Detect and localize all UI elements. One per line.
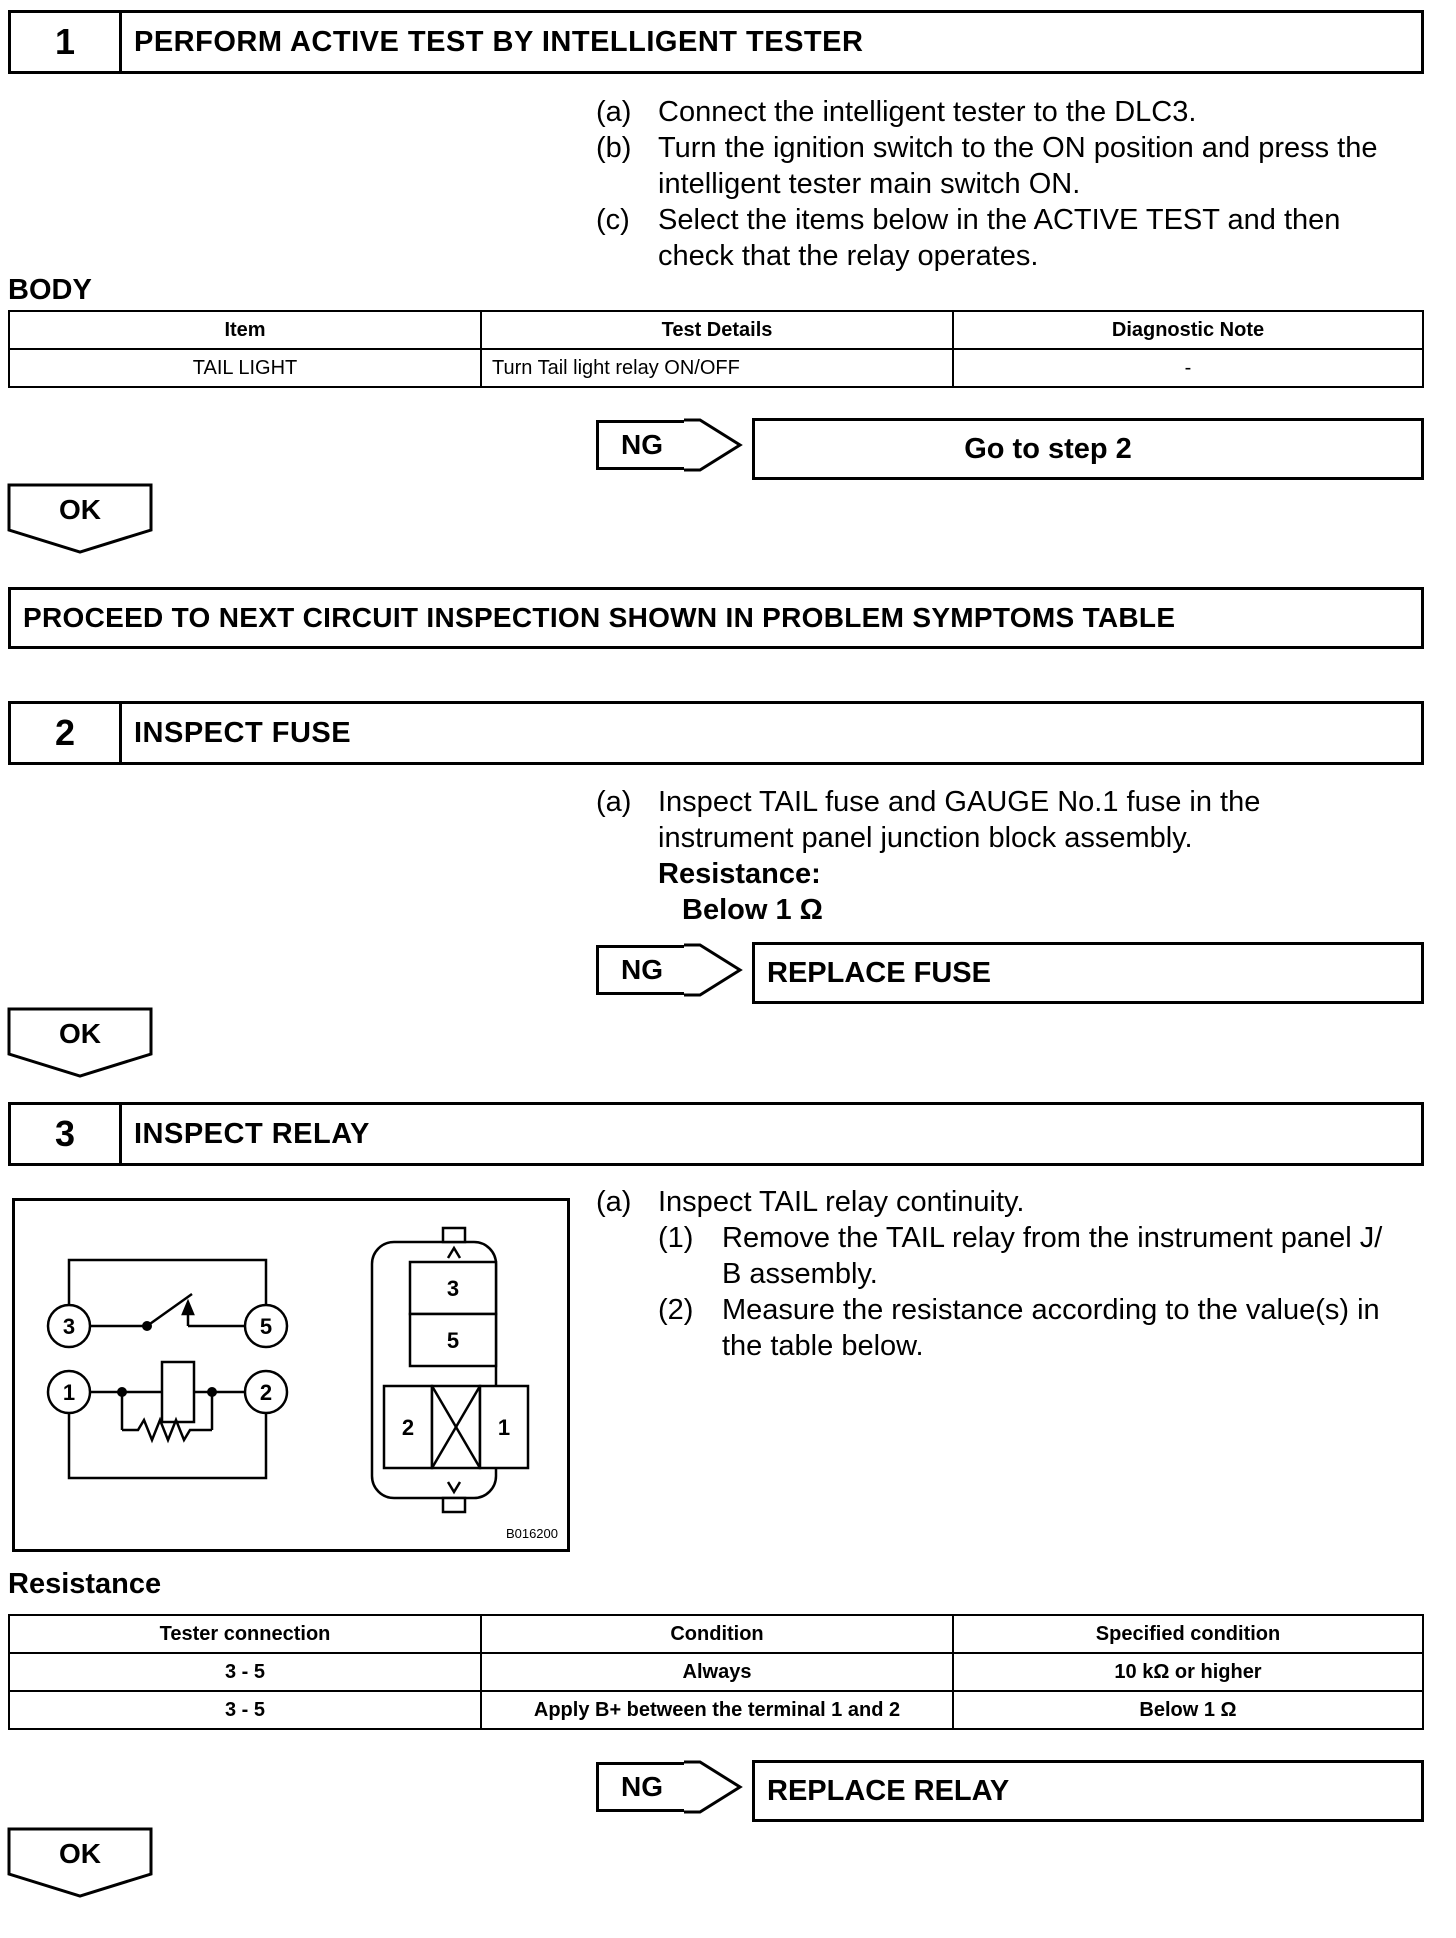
connector-terminal-label: 1: [497, 1415, 511, 1440]
step-1-instructions: [596, 94, 1426, 274]
table-header: Diagnostic Note: [953, 311, 1423, 349]
table-cell: 3 - 5: [9, 1653, 481, 1691]
instruction-a: (a) Connect the intelligent tester to the DLC3.: [596, 96, 1197, 128]
instruction-c: (c) Select the items below in the ACTIVE TEST and then check that the relay operates.: [596, 204, 1341, 272]
table-cell: 10 kΩ or higher: [953, 1653, 1423, 1691]
body-table-label: BODY: [8, 274, 92, 306]
proceed-box: PROCEED TO NEXT CIRCUIT INSPECTION SHOWN IN PROBLEM SYMPTOMS TABLE: [8, 587, 1424, 649]
step-2-header: [8, 701, 1424, 765]
table-cell: Below 1 Ω: [953, 1691, 1423, 1729]
substep-2: (2) Measure the resistance according to the value(s) in the table below.: [658, 1294, 1380, 1362]
active-test-table: [8, 310, 1424, 388]
table-cell: Apply B+ between the terminal 1 and 2: [481, 1691, 953, 1729]
table-header-row: [9, 1615, 1423, 1653]
step-3-instructions: [596, 1184, 1426, 1364]
ng-arrow-icon: [684, 417, 744, 473]
table-cell: -: [953, 349, 1423, 387]
connector-terminal-label: 3: [446, 1276, 460, 1301]
circuit-terminal-label: 2: [259, 1380, 273, 1405]
substep-1: (1) Remove the TAIL relay from the instrument panel J/ B assembly.: [658, 1222, 1383, 1290]
ng-label: NG: [596, 945, 686, 995]
spec-value: Below 1 Ω: [682, 894, 823, 926]
table-header: Item: [9, 311, 481, 349]
table-cell: TAIL LIGHT: [9, 349, 481, 387]
table-header: Specified condition: [953, 1615, 1423, 1653]
ng-result-box: REPLACE RELAY: [752, 1760, 1424, 1822]
relay-diagram: [12, 1198, 570, 1552]
resistance-table-label: Resistance: [8, 1568, 162, 1600]
ok-label: OK: [59, 1838, 101, 1869]
diagram-code: B016200: [505, 1526, 558, 1541]
ng-result-box: Go to step 2: [752, 418, 1424, 480]
circuit-terminal-label: 1: [62, 1380, 76, 1405]
table-header: Tester connection: [9, 1615, 481, 1653]
step-2-instructions: [596, 784, 1426, 928]
ok-label: OK: [59, 494, 101, 525]
step-number: 3: [11, 1105, 122, 1163]
connector-terminal-label: 5: [446, 1328, 460, 1353]
ng-arrow-icon: [684, 942, 744, 998]
resistance-table: [8, 1614, 1424, 1730]
step-3-header: [8, 1102, 1424, 1166]
instruction-b: (b) Turn the ignition switch to the ON position and press the intelligent tester main switch ON.: [596, 132, 1378, 200]
step-title: INSPECT RELAY: [134, 1117, 370, 1150]
ng-label: NG: [596, 420, 686, 470]
step-number: 2: [11, 704, 122, 762]
step-title: INSPECT FUSE: [134, 716, 352, 749]
step-1-header: [8, 10, 1424, 74]
ok-label: OK: [59, 1018, 101, 1049]
ng-result-box: REPLACE FUSE: [752, 942, 1424, 1004]
table-cell: Turn Tail light relay ON/OFF: [481, 349, 953, 387]
ng-arrow-icon: [684, 1759, 744, 1815]
table-header: Test Details: [481, 311, 953, 349]
step-number: 1: [11, 13, 122, 71]
step-title: PERFORM ACTIVE TEST BY INTELLIGENT TESTER: [134, 25, 864, 58]
instruction-a: (a) Inspect TAIL relay continuity.: [596, 1186, 1025, 1218]
connector-terminal-label: 2: [401, 1415, 415, 1440]
table-row: [9, 1653, 1423, 1691]
ng-label: NG: [596, 1762, 686, 1812]
table-row: [9, 349, 1423, 387]
table-header: Condition: [481, 1615, 953, 1653]
table-cell: 3 - 5: [9, 1691, 481, 1729]
table-cell: Always: [481, 1653, 953, 1691]
table-header-row: [9, 311, 1423, 349]
circuit-terminal-label: 5: [259, 1314, 273, 1339]
circuit-terminal-label: 3: [62, 1314, 76, 1339]
spec-label: Resistance:: [658, 858, 821, 890]
table-row: [9, 1691, 1423, 1729]
instruction-a: (a) Inspect TAIL fuse and GAUGE No.1 fuse in the instrument panel junction block assembly. Resistance: Below 1 Ω: [596, 786, 1261, 926]
